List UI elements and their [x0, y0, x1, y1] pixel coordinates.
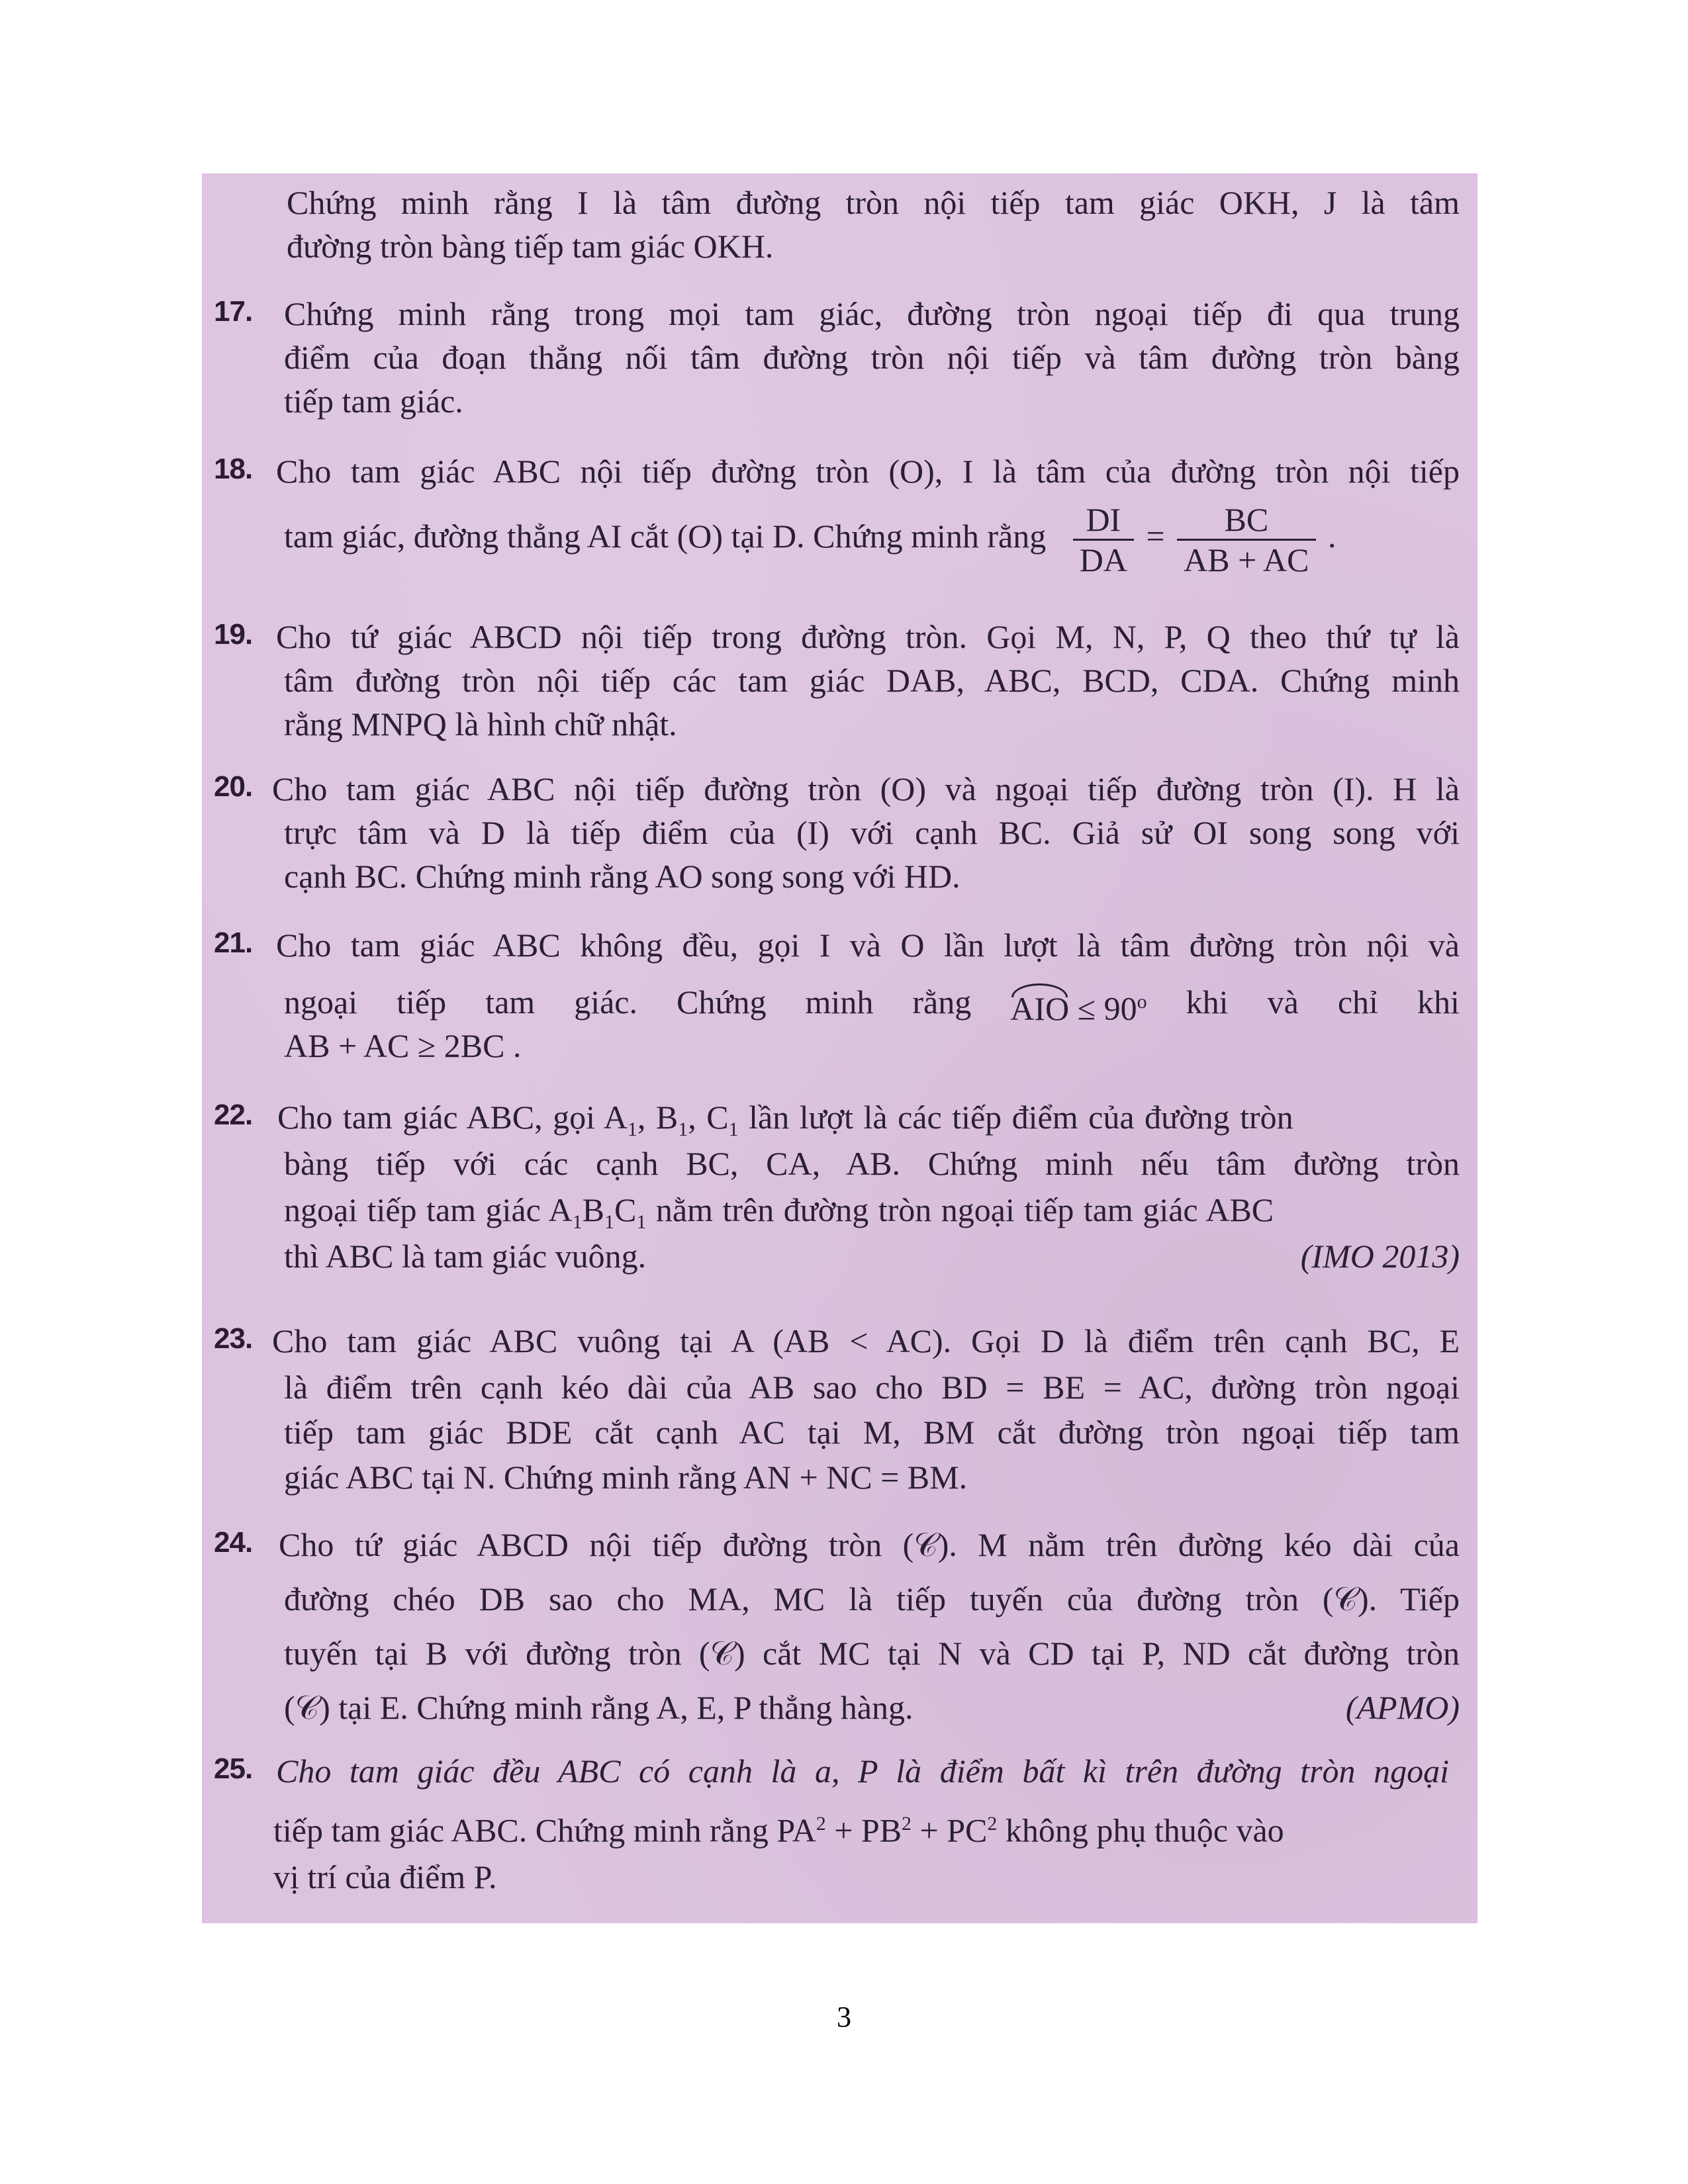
subscript: 1	[728, 1118, 739, 1140]
text-line-with-source	[284, 1688, 1460, 1727]
problem-number: 23.	[214, 1322, 253, 1355]
text-line: trực tâm và D là tiếp điểm của (I) với cạnh BC. Giả sử OI song song với	[284, 814, 1460, 851]
superscript: 2	[816, 1813, 826, 1835]
text-line: cạnh BC. Chứng minh rằng AO song song với HD.	[284, 858, 961, 895]
page-number: 3	[837, 2001, 851, 2033]
text-line: Cho tam giác đều ABC có cạnh là a, P là điểm bất kì trên đường tròn ngoại	[276, 1752, 1449, 1790]
numerator: BC	[1224, 501, 1269, 539]
subscript: 1	[572, 1211, 583, 1233]
text-segment: (𝒞) tại E. Chứng minh rằng A, E, P thẳng hàng.	[284, 1689, 914, 1726]
word: và	[1267, 983, 1299, 1021]
word: Chứng	[677, 983, 767, 1021]
fraction-di-da	[1073, 502, 1134, 578]
text-segment: + PC	[912, 1811, 988, 1849]
fraction-line	[284, 496, 1460, 578]
degree-sign: o	[1137, 991, 1147, 1013]
problem-number: 21.	[214, 927, 253, 959]
word: khi	[1186, 983, 1229, 1021]
text-line: giác ABC tại N. Chứng minh rằng AN + NC = BM.	[284, 1459, 968, 1496]
text-line: Cho tam giác ABC vuông tại A (AB < AC). Gọi D là điểm trên cạnh BC, E	[272, 1322, 1460, 1359]
text-line: Chứng minh rằng I là tâm đường tròn nội tiếp tam giác OKH, J là tâm	[287, 184, 1460, 221]
word: chỉ	[1337, 983, 1378, 1021]
angle-expression	[1010, 982, 1147, 1028]
word: ngoại	[284, 983, 358, 1021]
text-segment: nằm trên đường tròn ngoại tiếp tam giác ABC	[646, 1191, 1274, 1228]
problem-number: 24.	[214, 1526, 253, 1559]
text-line: tuyến tại B với đường tròn (𝒞) cắt MC tại N và CD tại P, ND cắt đường tròn	[284, 1635, 1460, 1672]
superscript: 2	[987, 1813, 998, 1835]
text-line: tiếp tam giác.	[284, 383, 463, 420]
text-segment: , B	[637, 1099, 679, 1136]
word: giác.	[574, 983, 637, 1021]
text-line: tâm đường tròn nội tiếp các tam giác DAB, ABC, BCD, CDA. Chứng minh	[284, 662, 1460, 699]
text-line: điểm của đoạn thẳng nối tâm đường tròn nội tiếp và tâm đường tròn bàng	[284, 339, 1460, 376]
subscript: 1	[604, 1211, 615, 1233]
text-segment: + PB	[825, 1811, 902, 1849]
subscript: 1	[636, 1211, 647, 1233]
text-line: Cho tứ giác ABCD nội tiếp đường tròn (𝒞). M nằm trên đường kéo dài của	[279, 1526, 1460, 1563]
problem-number: 25.	[214, 1752, 253, 1785]
text-line: đường tròn bàng tiếp tam giác OKH.	[287, 228, 774, 265]
text-line: Cho tam giác ABC nội tiếp đường tròn (O) và ngoại tiếp đường tròn (I). H là	[272, 770, 1460, 807]
text-line: bàng tiếp với các cạnh BC, CA, AB. Chứng minh nếu tâm đường tròn	[284, 1145, 1460, 1182]
text-line: Cho tam giác ABC nội tiếp đường tròn (O), I là tâm của đường tròn nội tiếp	[276, 453, 1460, 490]
text-line	[277, 1097, 1460, 1150]
text-segment: lần lượt là các tiếp điểm của đường tròn	[738, 1099, 1293, 1136]
superscript: 2	[902, 1813, 912, 1835]
text-line: vị trí của điểm P.	[273, 1858, 497, 1895]
problem-number: 18.	[214, 453, 253, 485]
angle-aio: AIO	[1010, 989, 1070, 1027]
denominator: AB + AC	[1177, 539, 1315, 578]
subscript: 1	[627, 1118, 637, 1140]
word: khi	[1417, 983, 1460, 1021]
problem-number: 17.	[214, 295, 253, 328]
text-line-with-source	[284, 1236, 1460, 1276]
text-line-angle	[284, 982, 1460, 1028]
text-line: Cho tam giác ABC không đều, gọi I và O lần lượt là tâm đường tròn nội và	[276, 927, 1460, 964]
word: minh	[805, 983, 874, 1021]
text-segment: ngoại tiếp tam giác A	[284, 1191, 573, 1228]
text-line	[284, 1190, 1460, 1242]
text-line: Chứng minh rằng trong mọi tam giác, đường tròn ngoại tiếp đi qua trung	[284, 295, 1460, 332]
text-line: đường chéo DB sao cho MA, MC là tiếp tuyến của đường tròn (𝒞). Tiếp	[284, 1580, 1460, 1617]
word: tiếp	[397, 983, 447, 1021]
text-segment: Cho tam giác ABC, gọi A	[277, 1099, 628, 1136]
angle-relation: ≤ 90	[1077, 989, 1137, 1027]
text-segment: B	[582, 1191, 605, 1228]
source-citation: (APMO)	[1345, 1689, 1460, 1726]
text-segment: tiếp tam giác ABC. Chứng minh rằng PA	[273, 1811, 816, 1849]
numerator: DI	[1086, 501, 1121, 539]
word: rằng	[912, 983, 972, 1021]
text-line: rằng MNPQ là hình chữ nhật.	[284, 705, 677, 743]
text-line	[273, 1804, 1449, 1850]
text-segment: tam giác, đường thẳng AI cắt (O) tại D. Chứng minh rằng	[284, 518, 1047, 555]
text-line: là điểm trên cạnh kéo dài của AB sao cho BD = BE = AC, đường tròn ngoại	[284, 1369, 1460, 1406]
text-line: Cho tứ giác ABCD nội tiếp trong đường tròn. Gọi M, N, P, Q theo thứ tự là	[276, 618, 1460, 655]
exercise-panel	[202, 173, 1477, 1923]
fraction-bc-sum	[1177, 502, 1315, 578]
text-segment: thì ABC là tam giác vuông.	[284, 1238, 647, 1275]
subscript: 1	[678, 1118, 688, 1140]
text-segment: C	[614, 1191, 637, 1228]
text-segment: không phụ thuộc vào	[997, 1811, 1284, 1849]
problem-number: 20.	[214, 770, 253, 803]
text-segment: , C	[688, 1099, 729, 1136]
text-line: AB + AC ≥ 2BC .	[284, 1027, 522, 1064]
equals-sign: =	[1146, 518, 1165, 555]
word: tam	[485, 983, 536, 1021]
problem-number: 19.	[214, 618, 253, 651]
denominator: DA	[1073, 539, 1134, 578]
period: .	[1328, 518, 1336, 555]
text-line: tiếp tam giác BDE cắt cạnh AC tại M, BM cắt đường tròn ngoại tiếp tam	[284, 1414, 1460, 1451]
source-citation: (IMO 2013)	[1300, 1238, 1460, 1275]
problem-number: 22.	[214, 1099, 253, 1131]
